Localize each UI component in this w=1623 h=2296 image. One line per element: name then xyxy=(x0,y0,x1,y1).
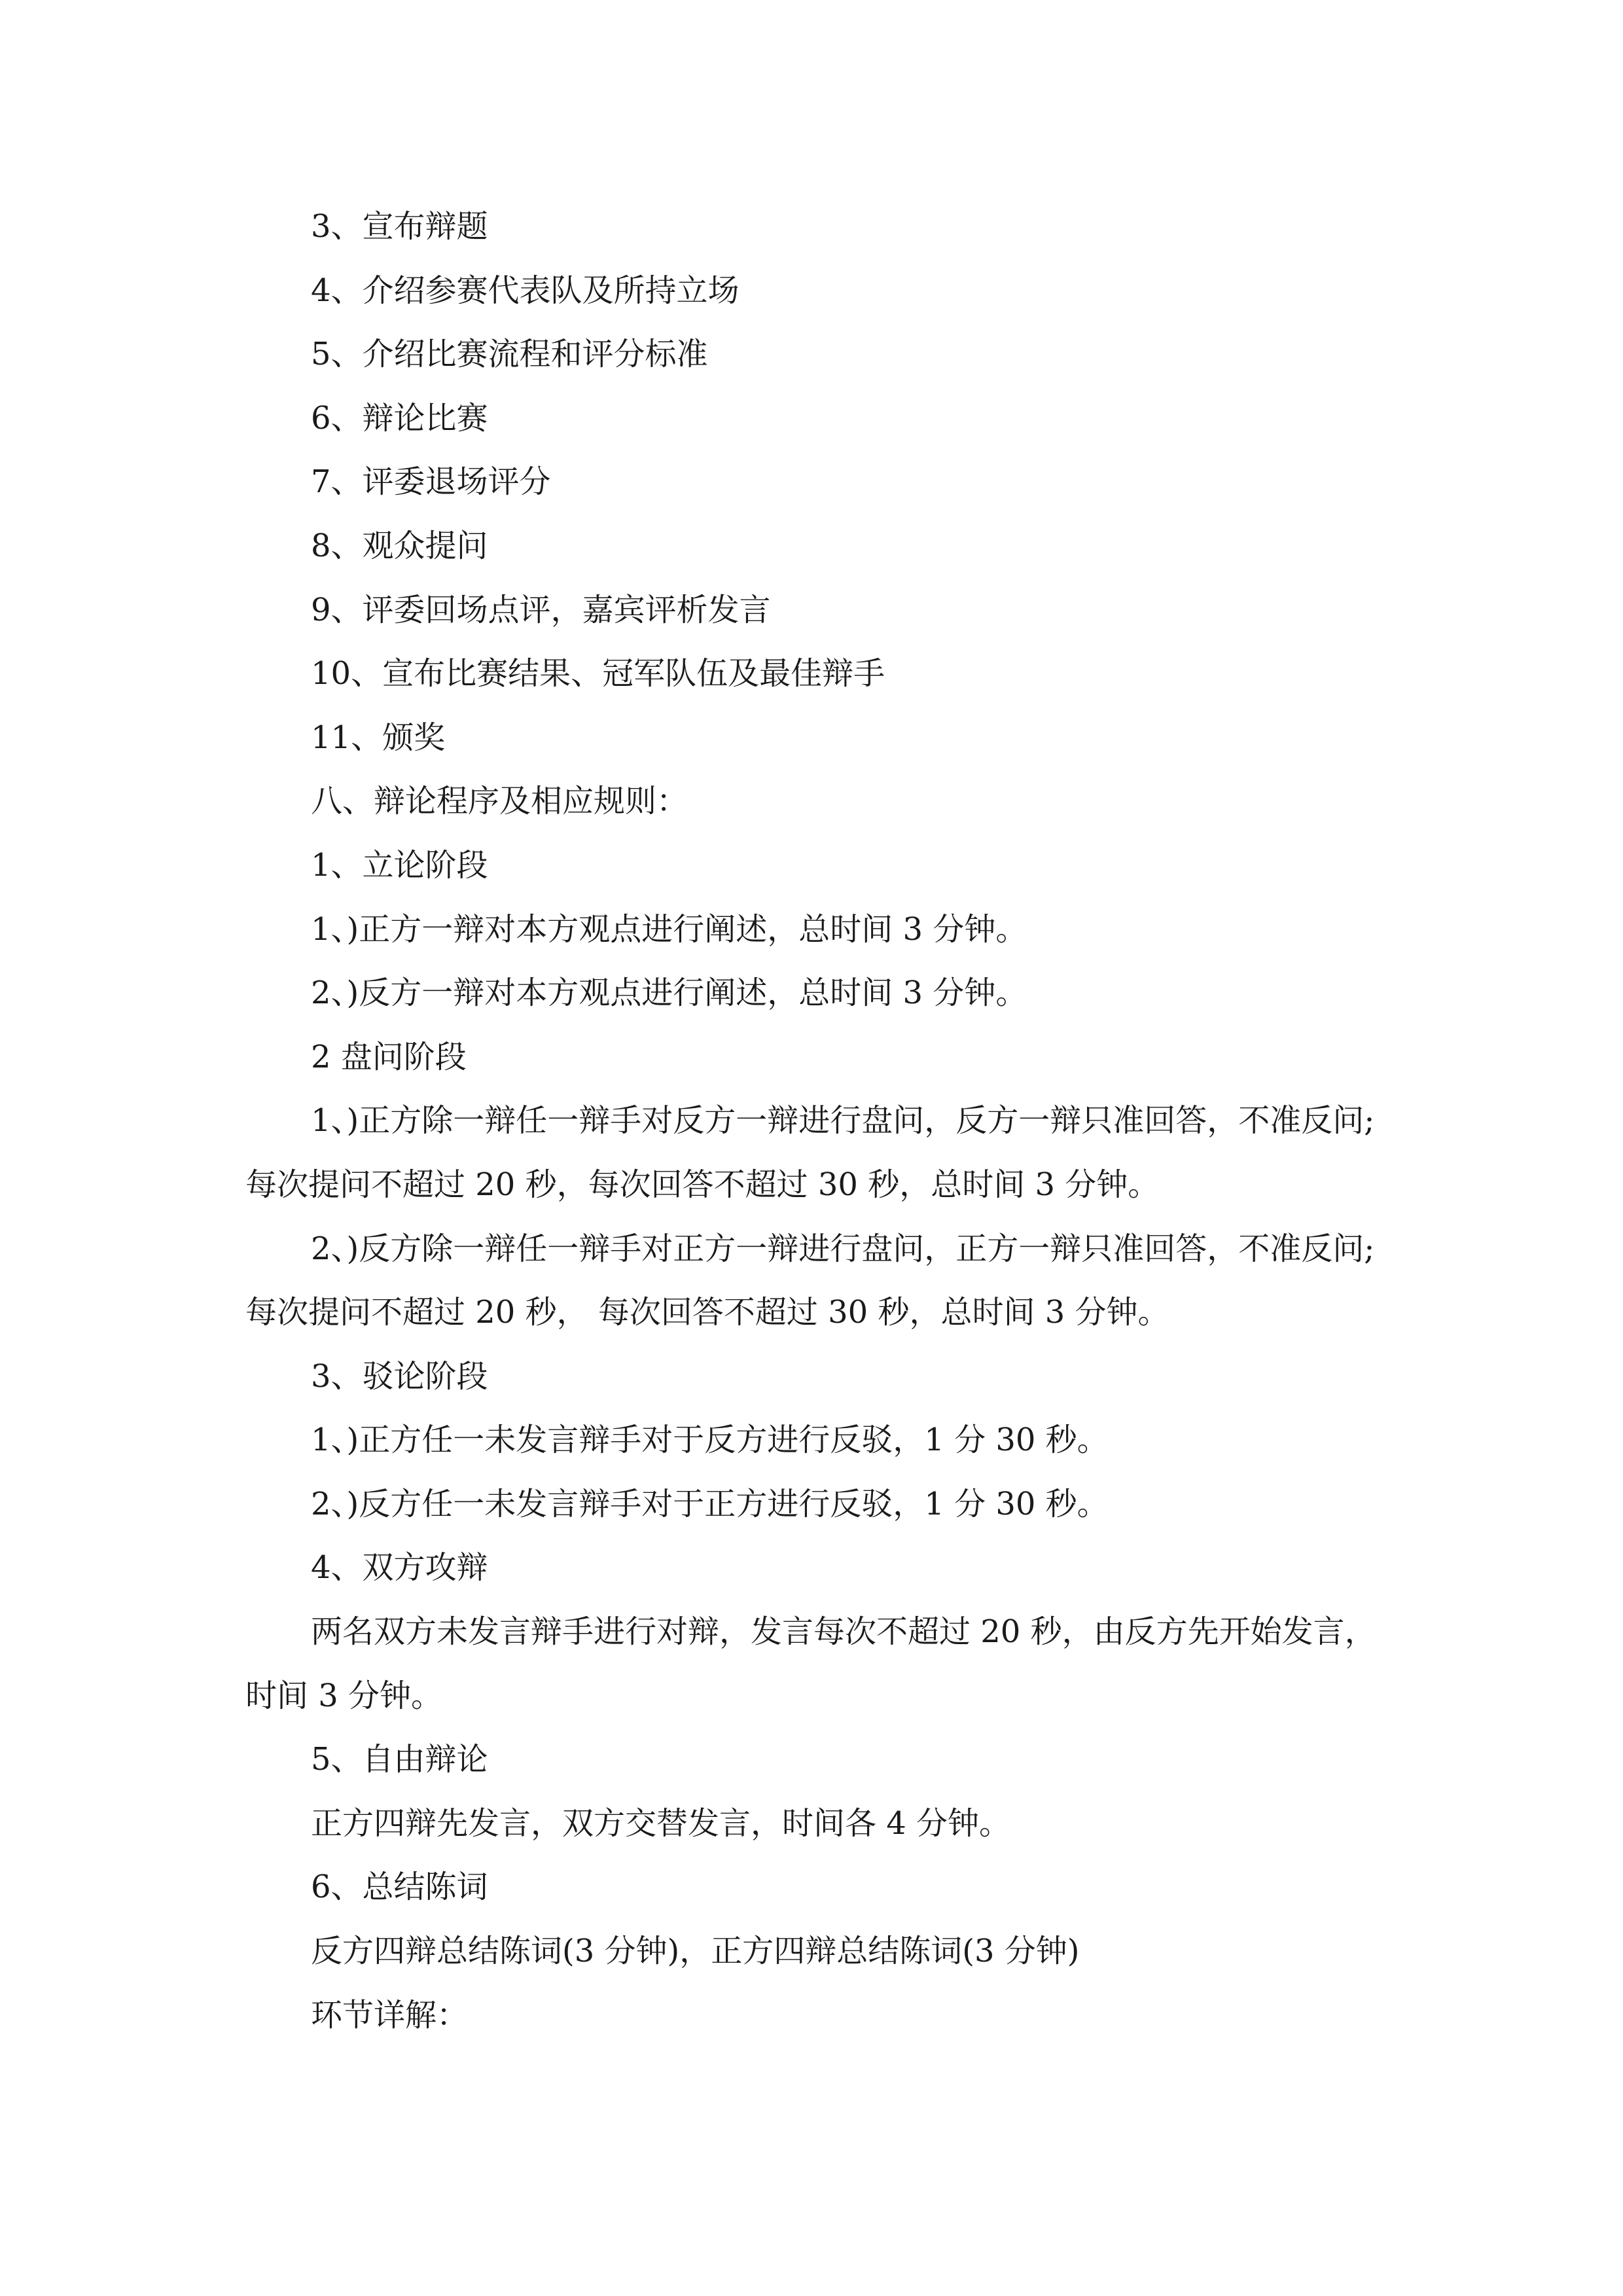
paragraph: 3、驳论阶段 xyxy=(311,1357,488,1395)
paragraph: 1、立论阶段 xyxy=(311,846,488,884)
document-body xyxy=(245,195,1404,2047)
paragraph: 10、宣布比赛结果、冠军队伍及最佳辩手 xyxy=(311,655,885,692)
paragraph: 1、)正方一辩对本方观点进行阐述，总时间 3 分钟。 xyxy=(311,910,1027,948)
paragraph: 2、)反方除一辩任一辩手对正方一辩进行盘问，正方一辩只准回答，不准反问;每次提问不超过 20 秒， 每次回答不超过 30 秒，总时间 3 分钟。 xyxy=(245,1230,1375,1331)
paragraph: 2 盘问阶段 xyxy=(311,1038,467,1075)
section-heading: 八、辩论程序及相应规则： xyxy=(311,783,688,820)
paragraph: 5、自由辩论 xyxy=(311,1741,488,1778)
paragraph: 正方四辩先发言，双方交替发言，时间各 4 分钟。 xyxy=(311,1804,1011,1842)
paragraph: 4、介绍参赛代表队及所持立场 xyxy=(311,272,740,309)
paragraph: 7、评委退场评分 xyxy=(311,463,551,501)
paragraph: 3、宣布辩题 xyxy=(311,208,488,245)
paragraph: 两名双方未发言辩手进行对辩，发言每次不超过 20 秒，由反方先开始发言，时间 3 分钟。 xyxy=(245,1613,1376,1714)
paragraph: 6、总结陈词 xyxy=(311,1869,488,1906)
paragraph: 6、辩论比赛 xyxy=(311,399,488,437)
paragraph: 4、双方攻辩 xyxy=(311,1549,488,1587)
paragraph: 2、)反方一辩对本方观点进行阐述，总时间 3 分钟。 xyxy=(311,975,1027,1012)
paragraph: 8、观众提问 xyxy=(311,527,488,564)
paragraph: 2、)反方任一未发言辩手对于正方进行反驳，1 分 30 秒。 xyxy=(311,1485,1109,1522)
paragraph: 5、介绍比赛流程和评分标准 xyxy=(311,336,708,373)
paragraph: 1、)正方除一辩任一辩手对反方一辩进行盘问，反方一辩只准回答，不准反问;每次提问不超过 20 秒，每次回答不超过 30 秒，总时间 3 分钟。 xyxy=(245,1102,1375,1203)
paragraph: 11、颁奖 xyxy=(311,719,446,756)
paragraph: 1、)正方任一未发言辩手对于反方进行反驳，1 分 30 秒。 xyxy=(311,1422,1109,1459)
paragraph: 反方四辩总结陈词(3 分钟)，正方四辩总结陈词(3 分钟) xyxy=(311,1933,1080,1970)
paragraph: 环节详解： xyxy=(311,1996,469,2034)
paragraph: 9、评委回场点评，嘉宾评析发言 xyxy=(311,591,771,628)
